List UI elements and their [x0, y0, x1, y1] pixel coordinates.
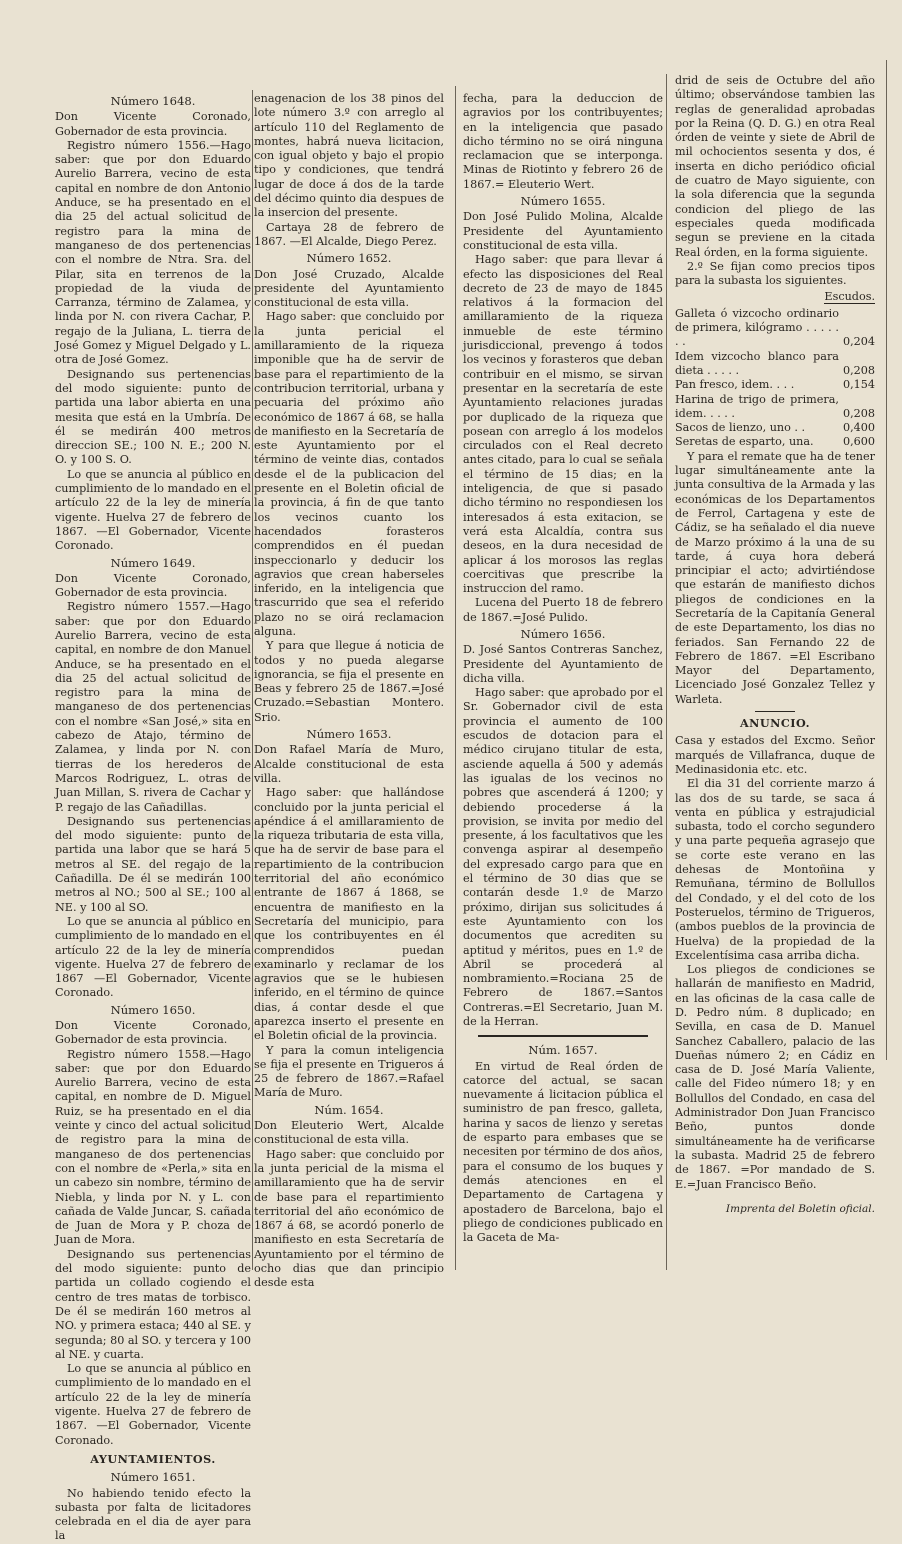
column-rule	[455, 86, 456, 1270]
paragraph: Designando sus pertenencias del modo siguiente: punto de partida una labor abierta en una mesita que está en la Umbría. De él se medirán 400 metros direccion SE.; 100 N. E.; 200 N. O. y 100 S. O.	[55, 367, 251, 467]
paragraph: No habiendo tenido efecto la subasta por falta de licitadores celebrada en el dia de ayer para la	[55, 1486, 251, 1543]
notice-number: Número 1656.	[520, 626, 606, 641]
column-4-body	[675, 450, 875, 1192]
price-value: 0,400	[842, 421, 875, 435]
paragraph: Designando sus pertenencias del modo siguiente: punto de partida una labor que se hará 5 metros al SE. del regajo de la Cañadilla. De él se medirán 100 metros al NO.; 500 al SE.; 100 al NE. y 100 al SO.	[55, 814, 251, 914]
price-label: Harina de trigo de primera, idem. . . . .	[675, 392, 839, 420]
column-rule	[252, 90, 253, 1270]
notice-number: Número 1648.	[110, 94, 196, 108]
notice-author: Don Vicente Coronado, Gobernador de esta provincia.	[55, 110, 251, 138]
notice-number: Número 1653.	[306, 727, 392, 742]
notice-author: Casa y estados del Excmo. Señor marqués de Villafranca, duque de Medinasidonia etc. etc.	[675, 734, 875, 776]
column-rule	[666, 74, 667, 1270]
paragraph: Registro número 1556.—Hago saber: que por don Eduardo Aurelio Barrera, vecino de esta capital en nombre de don Antonio Anduce, se ha presentado en el dia 25 del actual solicitud de registro para la mina de manganeso de dos pertenencias con el nombre de Ntra. Sra. del Pilar, sita en terrenos de la propiedad de la viuda de Carranza, término de Zalamea, y linda por N. con rivera Cachar, P. regajo de la Juliana, L. tierra de José Gomez y Miguel Delgado y L. otra de José Gomez.	[55, 138, 251, 367]
price-label: Idem vizcocho blanco para dieta . . . . .	[675, 349, 839, 377]
currency-label: Escudos.	[824, 290, 875, 304]
imprint: Imprenta del Boletin oficial.	[725, 1202, 875, 1215]
notice-author: Don José Cruzado, Alcalde presidente del Ayuntamiento constitucional de esta villa.	[254, 267, 444, 310]
notice-author: Don Rafael María de Muro, Alcalde constitucional de esta villa.	[254, 743, 444, 785]
notice-number: Número 1650.	[110, 1002, 196, 1017]
separator	[478, 1035, 648, 1037]
price-list	[675, 307, 875, 450]
notice-author: D. José Santos Contreras Sanchez, Presidente del Ayuntamiento de dicha villa.	[463, 643, 663, 685]
price-label: Pan fresco, idem. . . .	[675, 378, 795, 392]
price-row	[675, 307, 875, 350]
notice-author: fecha, para la deduccion de agravios por los contribuyentes; en la inteligencia que pasado dicho término no se oirá ninguna reclamacion que se interponga. Minas de Riotinto y febrero 26 de 1867.= Eleuterio Wert.	[463, 92, 663, 191]
section-heading: ANUNCIO.	[739, 716, 810, 731]
paragraph: Lo que se anuncia al público en cumplimiento de lo mandado en el artículo 22 de la ley de minería vigente. Huelva 27 de febrero de 1867 —El Gobernador, Vicente Coronado.	[55, 914, 251, 1000]
paragraph: El dia 31 del corriente marzo á las dos de su tarde, se saca á venta en pública y estrajudicial subasta, todo el corcho segundero y una parte pequeña agrasejo que se corte este verano en las dehesas de Montoñina y Remuñana, término de Bollullos del Condado, y el del coto de los Posteruelos, término de Trigueros, (ambos pueblos de la provincia de Huelva) de la propiedad de la Excelentísima casa arriba dicha.	[675, 777, 875, 962]
paragraph: Lucena del Puerto 18 de febrero de 1867.=José Pulido.	[463, 596, 663, 624]
paragraph: Hago saber: que hallándose concluido por la junta pericial el apéndice á el amillaramiento de la riqueza tributaria de esta villa, que ha de servir de base para el repartimiento de la contribucion territorial del año económico entrante de 1867 á 1868, se encuentra de manifiesto en la Secretaría del municipio, para que los contribuyentes en él comprendidos puedan examinarlo y reclamar de los agravios que se le hubiesen inferido, en el término de quince dias, á contar desde el que aparezca inserto el presente en el Boletin oficial de la provincia.	[254, 786, 444, 1043]
notice-number: Número 1649.	[110, 555, 196, 570]
paragraph: Lo que se anuncia al público en cumplimiento de lo mandado en el artículo 22 de la ley de minería vigente. Huelva 27 de febrero de 1867. —El Gobernador, Vicente Coronado.	[55, 467, 251, 553]
paragraph: Y para el remate que ha de tener lugar simultáneamente ante la junta consultiva de la Armada y las económicas de los Departamentos de Ferrol, Cartagena y este de Cádiz, se ha señalado el dia nueve de Marzo próximo á la una de su tarde, á cuya hora deberá principiar el acto; advirtiéndose que estarán de manifiesto dichos pliegos de condiciones en la Secretaría de la Capitanía General de este Departamento, los dias no feriados. San Fernando 22 de Febrero de 1867. =El Escribano Mayor del Departamento, Licenciado José Gonzalez Tellez y Warleta.	[675, 449, 875, 706]
price-row	[675, 393, 875, 422]
paragraph: Hago saber: que concluido por la junta pericial de la misma el amillaramiento que ha de servir de base para el repartimiento territorial del año económico de 1867 á 68, se acordó ponerlo de manifiesto en esta Secretaría de Ayuntamiento por el término de ocho dias que dan principio desde esta	[254, 1147, 444, 1290]
notice-author: Don Vicente Coronado, Gobernador de esta provincia.	[55, 571, 251, 600]
column-4	[675, 74, 875, 1244]
paragraph: Registro número 1557.—Hago saber: que por don Eduardo Aurelio Barrera, vecino de esta capital, en nombre de don Manuel Anduce, se ha presentado en el dia 25 del actual solicitud de registro para la mina de manganeso de dos pertenencias con el nombre «San José,» sita en cabezo de Atajo, término de Zalamea, y linda por N. con tierras de los herederos de Marcos Rodriguez, L. otras de Juan Millan, S. rivera de Cachar y P. regajo de las Cañadillas.	[55, 600, 251, 814]
price-row	[675, 421, 875, 435]
price-row	[675, 350, 875, 379]
notice-author: Don José Pulido Molina, Alcalde Presidente del Ayuntamiento constitucional de esta villa.	[463, 210, 663, 252]
notice-number: Número 1655.	[520, 194, 606, 209]
notice-number: Número 1651.	[110, 1470, 196, 1485]
price-value: 0,208	[842, 406, 875, 420]
column-2	[254, 92, 444, 1290]
paragraph: 2.º Se fijan como precios tipos para la subasta los siguientes.	[675, 259, 875, 288]
price-label: Sacos de lienzo, uno . .	[675, 421, 806, 435]
column-rule	[886, 60, 887, 1060]
paragraph: Y para que llegue á noticia de todos y no pueda alegarse ignorancia, se fija el presente en Beas y febrero 25 de 1867.=José Cruzado.=Sebastian Montero. Srio.	[254, 639, 444, 724]
paragraph: Los pliegos de condiciones se hallarán de manifiesto en Madrid, en las oficinas de la casa calle de D. Pedro núm. 8 duplicado; en Sevilla, en casa de D. Manuel Sanchez Caballero, palacio de las Dueñas número 2; en Cádiz en casa de D. José María Valiente, calle del Fideo número 18; y en Bollullos del Condado, en casa del Administrador Don Juan Francisco Beño, puntos donde simultáneamente ha de verificarse la subasta. Madrid 25 de febrero de 1867. =Por mandado de S. E.=Juan Francisco Beño.	[675, 963, 875, 1191]
price-value: 0,204	[842, 335, 875, 349]
notice-author: Don Vicente Coronado, Gobernador de esta provincia.	[55, 1019, 251, 1047]
notice-author: drid de seis de Octubre del año último; observándose tambien las reglas de generalidad aprobadas por la Reina (Q. D. G.) en otra Real órden de veinte y siete de Abril de mil ochocientos sesenta y dos, é inserta en dicho periódico oficial de cuatro de Mayo siguiente, con la sola diferencia que la segunda condicion del pliego de las especiales queda modificada segun se previene en la citada Real órden, en la forma siguiente.	[675, 74, 875, 259]
paragraph: Lo que se anuncia al público en cumplimiento de lo mandado en el artículo 22 de la ley de minería vigente. Huelva 27 de febrero de 1867. —El Gobernador, Vicente Coronado.	[55, 1362, 251, 1447]
paragraph: Hago saber: que concluido por la junta pericial el amillaramiento de la riqueza imponible que ha de servir de base para el repartimiento de la contribucion territorial, urbana y pecuaria del próximo año económico de 1867 á 68, se halla de manifiesto en la Secretaría de este Ayuntamiento por el término de veinte dias, contados desde el de la publicacion del presente en el Boletin oficial de la provincia, á fin de que tanto los vecinos cuanto los hacendados forasteros comprendidos en él puedan inspeccionarlo y deducir los agravios que crean haberseles inferido, en la inteligencia que trascurrido que sea el referido plazo no se oirá reclamacion alguna.	[254, 310, 444, 638]
price-label: Seretas de esparto, una.	[675, 435, 814, 449]
notice-author: Don Eleuterio Wert, Alcalde constitucional de esta villa.	[254, 1119, 444, 1147]
paragraph: Hago saber: que aprobado por el Sr. Gobernador civil de esta provincia el aumento de 100 escudos de dotacion para el médico cirujano titular de esta, asciende aquella á 500 y además las igualas de los vecinos no pobres que ascenderá á 1200; y debiendo procederse á la provision, se invita por medio del presente, á los facultativos que les convenga aspirar al desempeño del expresado cargo para que en el término de 30 dias que se contarán desde 1.º de Marzo próximo, dirijan sus solicitudes á este Ayuntamiento con los documentos que acrediten su aptitud y méritos, pues en 1.º de Abril se procederá al nombramiento.=Rociana 25 de Febrero de 1867.=Santos Contreras.=El Secretario, Juan M. de la Herran.	[463, 686, 663, 1028]
separator	[755, 711, 795, 712]
paragraph: En virtud de Real órden de catorce del actual, se sacan nuevamente á licitacion pública el suministro de pan fresco, galleta, harina y sacos de lienzo y seretas de esparto para embases que se necesiten por término de dos años, para el consumo de los buques y demás atenciones en el Departamento de Cartagena y apostadero de Barcelona, bajo el pliego de condiciones publicado en la Gaceta de Ma-	[463, 1059, 663, 1245]
column-3	[463, 92, 663, 1245]
notice-number: Núm. 1657.	[528, 1043, 598, 1058]
price-label: Galleta ó vizcocho ordinario de primera, kilógramo . . . . . . .	[675, 306, 839, 349]
currency-heading	[675, 290, 875, 304]
section-heading: AYUNTAMIENTOS.	[90, 1451, 216, 1466]
column-1	[55, 92, 252, 1543]
price-value: 0,600	[842, 435, 875, 449]
paragraph: Y para la comun inteligencia se fija el presente en Trigueros á 25 de febrero de 1867.=Rafael María de Muro.	[254, 1043, 444, 1100]
paragraph: Designando sus pertenencias del modo siguiente: punto de partida un collado cogiendo el centro de tres matas de torbisco. De él se medirán 160 metros al NO. y primera estaca; 440 al SE. y segunda; 80 al SO. y tercera y 100 al NE. y cuarta.	[55, 1247, 252, 1361]
notice-number: Número 1652.	[306, 251, 392, 266]
column-4-intro	[675, 74, 875, 288]
paragraph: Hago saber: que para llevar á efecto las disposiciones del Real decreto de 23 de mayo de 1845 relativos á la formacion del amillaramiento de la riqueza inmueble de este término jurisdiccional, prevengo á todos los vecinos y forasteros que deban contribuir en el mismo, se sirvan presentar en la secretaría de este Ayuntamiento relaciones juradas por duplicado de la riqueza que posean con arreglo á los modelos circulados con el Real decreto antes citado, para lo cual se señala el término de 15 dias; en la inteligencia, de que si pasado dicho término no respondiesen los interesados á esta exitacion, se verá esta Alcaldía, contra sus deseos, en la dura necesidad de aplicar á los morosos las reglas coercitivas que prescribe la instruccion del ramo.	[463, 253, 663, 596]
paragraph: Cartaya 28 de febrero de 1867. —El Alcalde, Diego Perez.	[254, 220, 444, 248]
notice-author: enagenacion de los 38 pinos del lote número 3.º con arreglo al artículo 110 del Reglamento de montes, habrá nueva licitacion, con igual objeto y bajo el propio tipo y condiciones, que tendrá lugar de doce á dos de la tarde del décimo quinto dia despues de la insercion del presente.	[254, 92, 444, 220]
notice-number: Núm. 1654.	[314, 1102, 384, 1117]
price-row	[675, 435, 875, 449]
price-value: 0,208	[842, 363, 875, 377]
price-row	[675, 378, 875, 392]
paragraph: Registro número 1558.—Hago saber: que por don Eduardo Aurelio Barrera, vecino de esta capital, en nombre de D. Miguel Ruiz, se ha presentado en el dia veinte y cinco del actual solicitud de registro para la mina de manganeso de dos pertenencias con el nombre de «Perla,» sita en un cabezo sin nombre, término de Niebla, y linda por N. y L. con cañada de Valde Juncar, S. cañada de Juan de Mora y P. choza de Juan de Mora.	[55, 1047, 251, 1247]
price-value: 0,154	[842, 378, 875, 392]
